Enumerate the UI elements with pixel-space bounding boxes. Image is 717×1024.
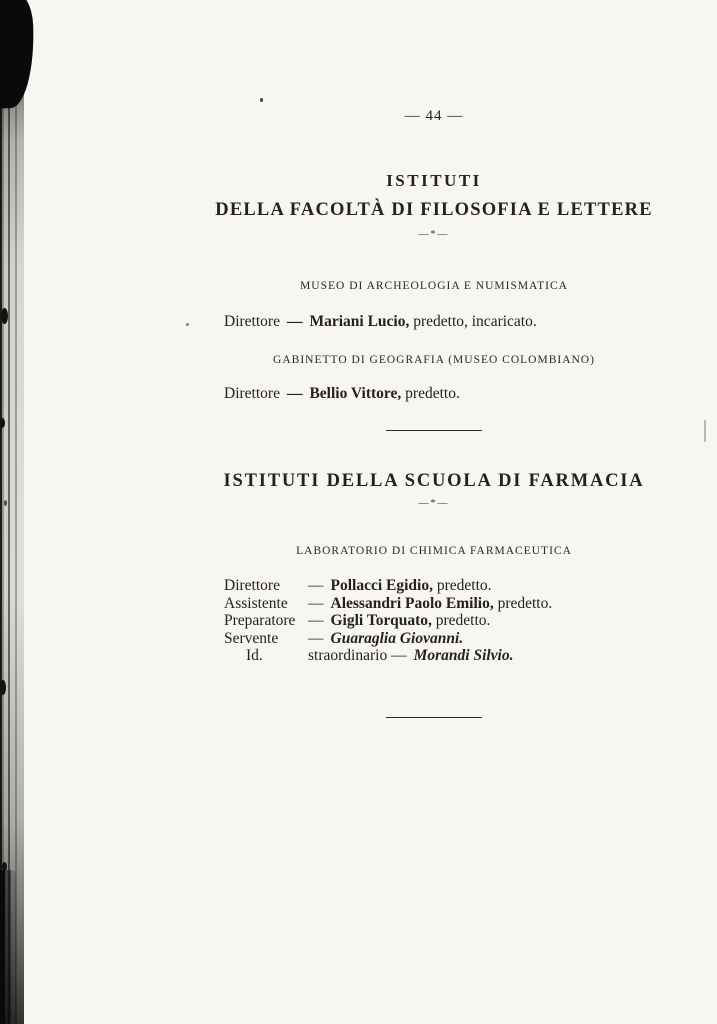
entry-gabinetto-direttore <box>160 385 708 403</box>
subsection-heading-laboratorio-chimica: LABORATORIO DI CHIMICA FARMACEUTICA <box>296 545 572 557</box>
scan-ink-blob-top-left <box>0 0 36 109</box>
entry-rest: predetto. <box>401 385 460 402</box>
person-name: Guaraglia Giovanni. <box>330 629 464 647</box>
entry-museo-direttore <box>160 313 708 331</box>
scan-speck <box>1 308 8 324</box>
person-name: Alessandri Paolo Emilio, <box>330 594 494 612</box>
dash: — <box>286 313 303 330</box>
staff-row <box>224 577 708 595</box>
dash: — <box>308 594 324 612</box>
entry-rest: predetto. <box>431 612 491 630</box>
entry-rest: predetto. <box>493 594 553 612</box>
entry-rest: predetto, incaricato. <box>409 313 537 330</box>
role-label: Direttore <box>224 385 280 402</box>
ornament-divider: —*— <box>418 229 450 240</box>
staff-row <box>224 630 708 648</box>
dash: — <box>308 629 324 647</box>
page-content <box>160 0 708 718</box>
subsection-heading-museo-archeologia: MUSEO DI ARCHEOLOGIA E NUMISMATICA <box>300 280 568 292</box>
person-name: Morandi Silvio. <box>413 647 514 665</box>
scan-speck <box>0 680 6 695</box>
dash: — <box>308 577 324 594</box>
role-label: Direttore <box>224 313 280 330</box>
role-label: Id. <box>246 647 263 665</box>
section-title-facolta-filosofia-lettere: DELLA FACOLTÀ DI FILOSOFIA E LETTERE <box>215 200 653 220</box>
scan-speck <box>4 500 7 506</box>
scan-ink-blob-bottom-left <box>0 870 22 1024</box>
entry-rest: predetto. <box>432 577 492 594</box>
section-title-istituti: ISTITUTI <box>386 171 482 190</box>
scan-speck <box>2 862 7 871</box>
ornament-divider: —*— <box>418 498 450 509</box>
page-number: — 44 — <box>404 108 464 124</box>
staff-row <box>224 647 708 665</box>
dash: straordinario — <box>308 647 407 665</box>
staff-row <box>224 595 708 613</box>
role-label: Servente <box>224 629 279 647</box>
person-name: Gigli Torquato, <box>330 612 432 630</box>
dash: — <box>286 385 303 402</box>
person-name: Pollacci Egidio, <box>330 577 433 594</box>
person-name: Bellio Vittore, <box>309 385 402 402</box>
scan-speck <box>0 418 5 428</box>
dash: — <box>308 612 324 630</box>
person-name: Mariani Lucio, <box>309 313 410 330</box>
role-label: Assistente <box>224 594 288 612</box>
section-divider-rule <box>386 430 482 431</box>
staff-row <box>224 612 708 630</box>
section-title-scuola-farmacia: ISTITUTI DELLA SCUOLA DI FARMACIA <box>223 471 645 491</box>
staff-list <box>160 577 708 665</box>
role-label: Preparatore <box>224 612 296 630</box>
subsection-heading-gabinetto-geografia: GABINETTO DI GEOGRAFIA (MUSEO COLOMBIANO) <box>273 354 595 366</box>
role-label: Direttore <box>224 577 280 594</box>
section-divider-rule <box>386 717 482 718</box>
